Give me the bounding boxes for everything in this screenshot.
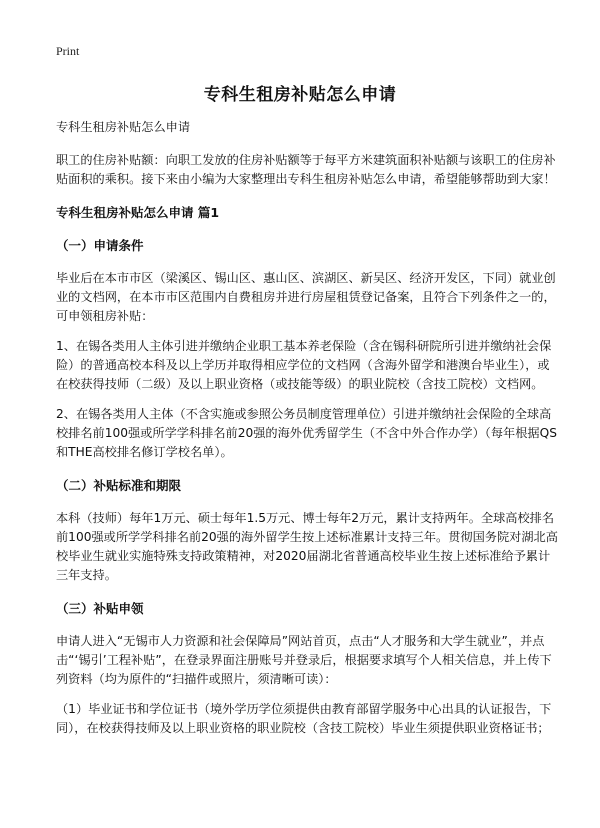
intro-paragraph: 职工的住房补贴额：向职工发放的住房补贴额等于每平方米建筑面积补贴额与该职工的住房补贴面积的乘积。接下来由小编为大家整理出专科生租房补贴怎么申请，希望能够帮助到大家！ (56, 153, 556, 186)
page-title: 专科生租房补贴怎么申请 (203, 85, 397, 105)
heading-subsidy-claim: （三）补贴申领 (56, 601, 144, 616)
paragraph-condition-2: 2、在锡各类用人主体（不含实施或参照公务员制度管理单位）引进并缴纳社会保险的全球高校排名前100强或所学学科排名前20强的海外优秀留学生（不含中外合作办学）（每年根据QS和THE高校排名修订学校名单）。 (56, 407, 557, 459)
paragraph-condition-1: 1、在锡各类用人主体引进并缴纳企业职工基本养老保险（含在锡科研院所引进并缴纳社会保险）的普通高校本科及以上学历并取得相应学位的文档网（含海外留学和港澳台毕业生），或在校获得技师（二级）及以上职业资格（或技能等级）的职业院校（含技工院校）文档网。 (56, 339, 552, 391)
heading-application-conditions: （一）申请条件 (56, 238, 144, 253)
paragraph-claim-process: 申请人进入“无锡市人力资源和社会保障局”网站首页，点击“人才服务和大学生就业”，并点击“‘锡引’工程补贴”，在登录界面注册账号并登录后，根据要求填写个人相关信息，并上传下列资料（均为原件的“扫描件或照片，须清晰可读）： (56, 634, 552, 686)
document-subtitle: 专科生租房补贴怎么申请 (56, 120, 191, 134)
print-label[interactable]: Print (56, 44, 80, 58)
section-title: 专科生租房补贴怎么申请 篇1 (56, 205, 220, 220)
paragraph-subsidy-standard: 本科（技师）每年1万元、硕士每年1.5万元、博士每年2万元，累计支持两年。全球高校排名前100强或所学学科排名前20强的海外留学生按上述标准累计支持三年。贯彻国务院对湖北高校毕业生就业实施特殊支持政策精神，对2020届湖北省普通高校毕业生按上述标准给予累计三年支持。 (56, 511, 558, 582)
paragraph-conditions-intro: 毕业后在本市市区（梁溪区、锡山区、惠山区、滨湖区、新吴区、经济开发区，下同）就业创业的文档网，在本市市区范围内自费租房并进行房屋租赁登记备案，且符合下列条件之一的，可申领租房补贴： (56, 271, 556, 323)
document-body (56, 118, 558, 738)
paragraph-required-documents: （1）毕业证书和学位证书（境外学历学位须提供由教育部留学服务中心出具的认证报告，下同），在校获得技师及以上职业资格的职业院校（含技工院校）毕业生须提供职业资格证书； (56, 702, 552, 735)
heading-subsidy-standard: （二）补贴标准和期限 (56, 478, 182, 493)
